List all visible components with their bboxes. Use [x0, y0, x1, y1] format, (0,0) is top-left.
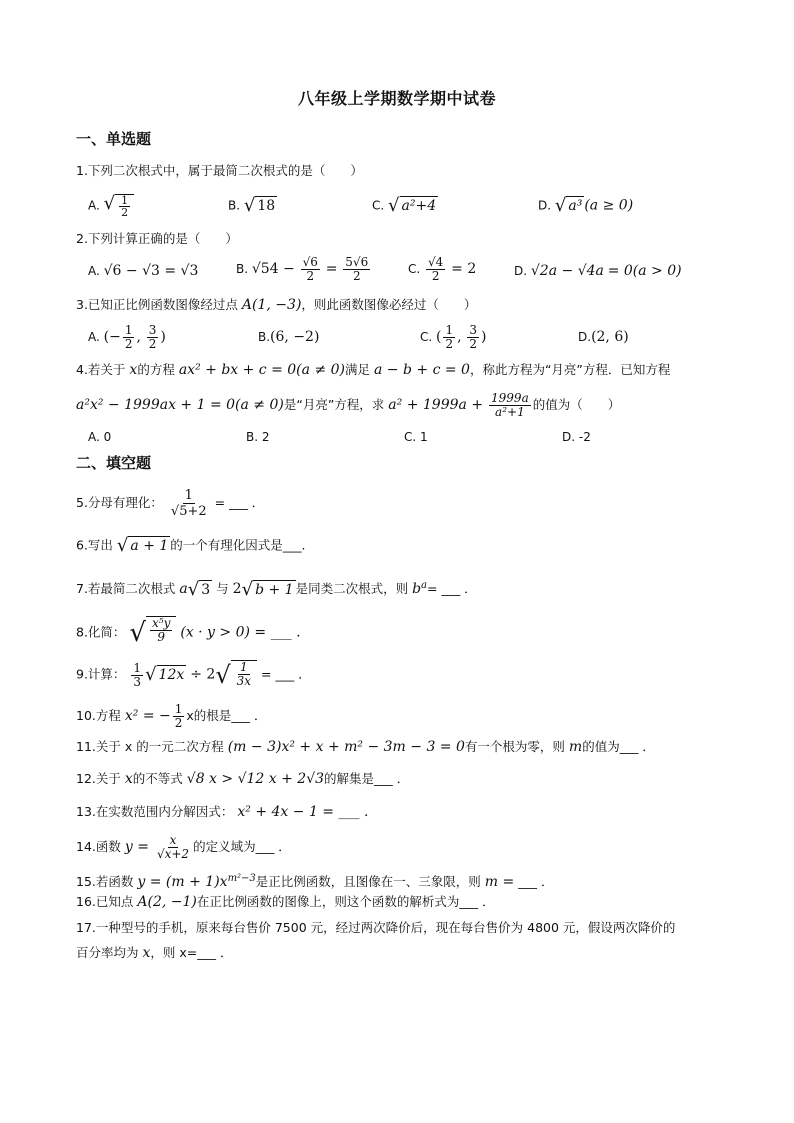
question-2-stem: 2.下列计算正确的是（ ）: [76, 231, 238, 246]
question-1-stem: 1.下列二次根式中，属于最简二次根式的是（ ）: [76, 163, 363, 178]
question-17-line-2: 百分率均为 x，则 x=___ ．: [76, 945, 233, 961]
section-heading-single-choice: 一、单选题: [76, 130, 152, 148]
q2-option-c: C. $\frac{√4}{2}$ = 2: [408, 255, 477, 283]
q3-option-a: A. (− $\frac{1}{2}$ , $\frac{3}{2}$ ): [88, 323, 166, 351]
q4-option-c: C. 1: [404, 430, 428, 444]
question-10: 10.方程 x² = − $\frac{1}{2}$ x的根是___ ．: [76, 702, 267, 730]
question-7: 7.若最简二次根式 a √ 3 与 2 √ b + 1 是同类二次根式，则 $b^a=$ ___ ．: [76, 578, 477, 600]
section-heading-fill-in: 二、填空题: [76, 454, 152, 472]
q1-option-c: C. √ a²+4: [372, 195, 437, 216]
question-15: 15.若函数 $y = (m + 1)x^{m^2-3}$是正比例函数，且图像在一、三象限，则 m = ___ ．: [76, 873, 554, 891]
q2-option-a: A. √6 − √3 = √3: [88, 263, 199, 279]
question-13: 13.在实数范围内分解因式： x² + 4x − 1 = ___ ．: [76, 804, 378, 820]
question-11: 11.关于 x 的一元二次方程 (m − 3)x² + x + m² − 3m − 3 = 0有一个根为零，则 m的值为___ ．: [76, 739, 655, 755]
q3-option-c: C. ( $\frac{1}{2}$ , $\frac{3}{2}$ ): [420, 323, 487, 351]
question-4-line-2: a²x² − 1999ax + 1 = 0(a ≠ 0)是“月亮”方程，求 a² + 1999a + $\frac{1999a}{\text{a²+1}}$ 的值为（ ）: [76, 391, 621, 419]
question-4-line-1: 4.若关于 x的方程 ax² + bx + c = 0(a ≠ 0)满足 a − b + c = 0，称此方程为“月亮”方程．已知方程: [76, 362, 671, 378]
q3-option-d: D.(2, 6): [578, 329, 629, 345]
q1-option-a: A. √ $\frac{1}{2}$: [88, 194, 134, 218]
q2-option-b: B. √54 − $\frac{√6}{2}$ = $\frac{5√6}{2}$: [236, 255, 369, 283]
question-3-stem: 3.已知正比例函数图像经过点 A(1, −3)，则此函数图像必经过（ ）: [76, 297, 477, 313]
question-9: 9.计算： $\frac{1}{3}$ √ 12x ÷ 2 √ $\frac{1}{3x}$ = ___ ．: [76, 660, 311, 689]
page-title: 八年级上学期数学期中试卷: [297, 89, 496, 108]
question-6: 6.写出 √ a + 1 的一个有理化因式是___.: [76, 535, 306, 556]
question-5: 5.分母有理化： $\frac{1}{√5+2}$ = ___ ．: [76, 488, 265, 519]
q1-option-b: B. √ 18: [228, 195, 276, 216]
q4-option-b: B. 2: [246, 430, 270, 444]
question-17-line-1: 17.一种型号的手机，原来每台售价 7500 元，经过两次降价后，现在每台售价为 4800 元，假设两次降价的: [76, 920, 676, 935]
q4-option-d: D. -2: [562, 430, 591, 444]
q4-option-a: A. 0: [88, 430, 112, 444]
question-14: 14.函数 y = $\frac{x}{√x+2}$ 的定义域为___ ．: [76, 833, 291, 861]
question-16: 16.已知点 A(2, −1)在正比例函数的图像上，则这个函数的解析式为___ ．: [76, 894, 495, 910]
q3-option-b: B.(6, −2): [258, 329, 320, 345]
question-8: 8.化简： √ $\frac{\text{x⁵y}}{9}$ (x · y > 0) = ___ ．: [76, 616, 311, 648]
question-12: 12.关于 x的不等式 √8 x > √12 x + 2√3的解集是___ ．: [76, 771, 410, 787]
q1-option-d: D. √ a³ (a ≥ 0): [538, 195, 634, 216]
q2-option-d: D. √2a − √4a = 0(a > 0): [514, 263, 682, 279]
